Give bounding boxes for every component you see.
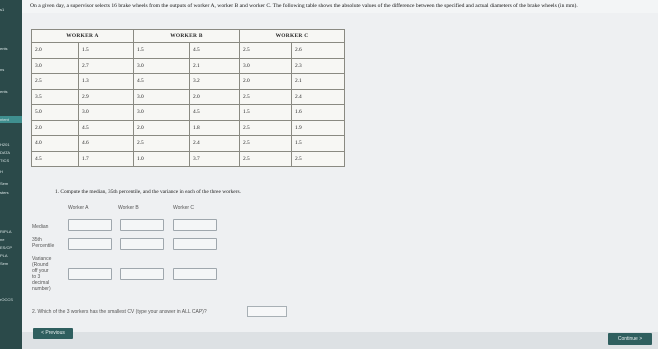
table-cell: 4.6 <box>79 136 134 152</box>
variance-label-line5: decimal <box>32 280 50 286</box>
table-cell: 2.4 <box>190 136 240 152</box>
median-worker-c-input[interactable] <box>173 219 217 231</box>
sidebar-item[interactable]: ES/CP <box>0 245 13 250</box>
table-cell: 2.5 <box>240 120 292 136</box>
table-cell: 3.0 <box>134 89 190 105</box>
variance-label-line2: (Round <box>32 262 49 268</box>
table-cell: 3.7 <box>190 151 240 167</box>
sidebar-item[interactable]: ntent <box>0 116 22 123</box>
variance-label-line6: number) <box>32 286 51 292</box>
table-cell: 2.5 <box>134 136 190 152</box>
table-cell: 2.0 <box>32 43 79 59</box>
table-cell: 2.0 <box>32 120 79 136</box>
sidebar-item[interactable]: H <box>0 169 3 174</box>
smallest-cv-input[interactable] <box>247 306 287 317</box>
sidebar-item[interactable]: ents <box>0 89 8 94</box>
table-cell: 2.7 <box>79 58 134 74</box>
continue-button[interactable]: Continue > <box>608 333 652 345</box>
table-cell: 2.4 <box>292 89 345 105</box>
table-cell: 3.0 <box>79 105 134 121</box>
part2-question: 2. Which of the 3 workers has the smallest CV (type your answer in ALL CAP)? <box>32 309 207 315</box>
table-cell: 2.5 <box>292 151 345 167</box>
table-cell: 1.9 <box>292 120 345 136</box>
worker-a-header: WORKER A <box>32 30 134 43</box>
table-row <box>32 151 345 167</box>
sidebar-item[interactable]: sters <box>0 190 9 195</box>
table-cell: 2.9 <box>79 89 134 105</box>
variance-worker-b-input[interactable] <box>120 268 164 280</box>
table-cell: 1.0 <box>134 151 190 167</box>
sidebar-item[interactable]: H201 <box>0 142 10 147</box>
table-cell: 2.6 <box>292 43 345 59</box>
table-cell: 3.0 <box>32 58 79 74</box>
previous-button[interactable]: < Previous <box>33 328 73 339</box>
table-cell: 2.5 <box>32 74 79 90</box>
table-cell: 1.5 <box>79 43 134 59</box>
percentile-row-label-line2: Percentile <box>32 243 55 249</box>
table-cell: 2.1 <box>292 74 345 90</box>
table-row <box>32 136 345 152</box>
table-cell: 2.0 <box>134 120 190 136</box>
part1-instruction: 1. Compute the median, 35th percentile, and the variance in each of the three workers. <box>55 189 241 195</box>
table-cell: 4.5 <box>190 105 240 121</box>
table-cell: 2.0 <box>190 89 240 105</box>
sidebar-item[interactable]: s1 <box>0 7 5 12</box>
table-cell: 1.3 <box>79 74 134 90</box>
sidebar-item[interactable]: PLA <box>0 253 8 258</box>
variance-label-line3: off your <box>32 268 49 274</box>
table-cell: 1.6 <box>292 105 345 121</box>
table-cell: 2.5 <box>240 43 292 59</box>
table-cell: 1.7 <box>79 151 134 167</box>
sidebar-item[interactable]: rOCCS <box>0 297 13 302</box>
sidebar-item[interactable]: Sem <box>0 181 9 186</box>
variance-label-line1: Variance <box>32 256 52 262</box>
percentile-worker-a-input[interactable] <box>68 238 112 250</box>
table-cell: 1.5 <box>240 105 292 121</box>
variance-worker-a-input[interactable] <box>68 268 112 280</box>
percentile-worker-b-input[interactable] <box>120 238 164 250</box>
table-row <box>32 89 345 105</box>
table-cell: 1.5 <box>134 43 190 59</box>
table-cell: 2.3 <box>292 58 345 74</box>
bottom-bar <box>0 332 658 349</box>
table-cell: 2.5 <box>240 136 292 152</box>
question-text: On a given day, a supervisor selects 16 brake wheels from the outputs of worker A, worker B and worker C. The following table shows the absolute values of the difference between the specified and actual diameters of the brake wheels (in mm). <box>30 3 578 9</box>
table-row <box>32 74 345 90</box>
brake-wheel-table <box>31 29 345 167</box>
table-cell: 3.2 <box>190 74 240 90</box>
worker-c-column-label: Worker C <box>173 205 195 211</box>
worker-a-column-label: Worker A <box>68 205 89 211</box>
median-worker-a-input[interactable] <box>68 219 112 231</box>
percentile-row-label-line1: 35th <box>32 237 42 243</box>
table-cell: 3.5 <box>32 89 79 105</box>
median-row-label: Median <box>32 224 49 230</box>
table-cell: 4.5 <box>32 151 79 167</box>
table-cell: 4.5 <box>134 74 190 90</box>
table-row <box>32 58 345 74</box>
sidebar-item[interactable]: ents <box>0 46 8 51</box>
table-row <box>32 43 345 59</box>
sidebar-item[interactable]: TICS <box>0 158 10 163</box>
table-cell: 4.5 <box>190 43 240 59</box>
percentile-worker-c-input[interactable] <box>173 238 217 250</box>
table-cell: 4.0 <box>32 136 79 152</box>
worker-b-column-label: Worker B <box>118 205 139 211</box>
table-cell: 3.0 <box>134 58 190 74</box>
table-cell: 4.5 <box>79 120 134 136</box>
sidebar-item[interactable]: DATA <box>0 150 11 155</box>
variance-label-line4: to 3 <box>32 274 41 280</box>
sidebar-item[interactable]: RIPLA <box>0 229 12 234</box>
table-row <box>32 105 345 121</box>
sidebar-item[interactable]: Sem <box>0 261 9 266</box>
table-cell: 2.0 <box>240 74 292 90</box>
sidebar-item[interactable]: ns <box>0 67 5 72</box>
table-cell: 2.5 <box>240 151 292 167</box>
table-cell: 5.0 <box>32 105 79 121</box>
table-cell: 1.5 <box>292 136 345 152</box>
median-worker-b-input[interactable] <box>120 219 164 231</box>
table-cell: 2.1 <box>190 58 240 74</box>
table-cell: 1.8 <box>190 120 240 136</box>
table-cell: 3.0 <box>134 105 190 121</box>
worker-b-header: WORKER B <box>134 30 240 43</box>
table-cell: 2.5 <box>240 89 292 105</box>
variance-worker-c-input[interactable] <box>173 268 217 280</box>
worker-c-header: WORKER C <box>240 30 345 43</box>
course-sidebar <box>0 0 22 349</box>
sidebar-item[interactable]: ne <box>0 237 5 242</box>
table-row <box>32 120 345 136</box>
table-cell: 3.0 <box>240 58 292 74</box>
